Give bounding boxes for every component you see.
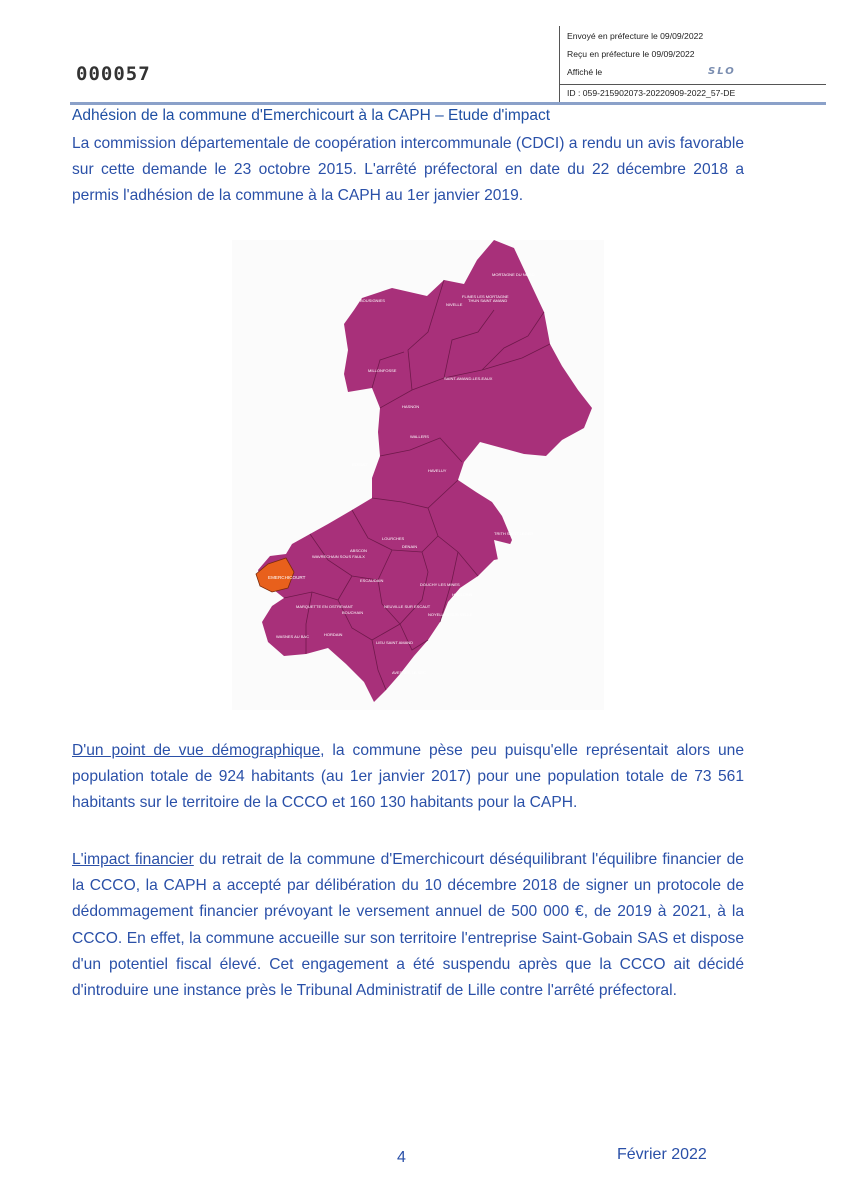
- commune-label: THUN SAINT AMAND: [468, 298, 508, 303]
- demographic-lead: D'un point de vue démographique: [72, 742, 321, 759]
- commune-label: HAVELUY: [428, 468, 447, 473]
- document-number: 000057: [76, 63, 151, 85]
- stamp-id: ID : 059-215902073-20220909-2022_57-DE: [560, 84, 826, 98]
- commune-label: WALLERS: [410, 434, 429, 439]
- paragraph-demographic: [72, 738, 744, 816]
- commune-label: HASNON: [402, 404, 420, 409]
- footer-date: Février 2022: [617, 1146, 707, 1163]
- commune-label: ABSCON: [350, 548, 367, 553]
- demographic-text: , la commune pèse peu puisqu'elle représentait alors une population totale de 924 habitants (au 1er janvier 2017) pour une population totale de 73 561 habitants sur le territoire de la CCCO et 160 130 habitants pour la CAPH.: [72, 742, 744, 811]
- financial-lead: L'impact financier: [72, 851, 194, 868]
- commune-label: TRITH SAINT LEGER: [494, 531, 534, 536]
- emerchicourt-label: EMERCHICOURT: [268, 575, 306, 580]
- prefecture-stamp: [559, 26, 826, 103]
- paragraph-cdci: [72, 131, 744, 209]
- commune-label: ESCAUDAIN: [360, 578, 384, 583]
- financial-text: du retrait de la commune d'Emerchicourt déséquilibrant l'équilibre financier de la CCCO, la CAPH a accepté par délibération du 10 décembre 2018 de signer un protocole de dédommagement financier prévoyant le versement annuel de 500 000 €, de 2019 à 2021, à la CCCO. En effet, la commune accueille sur son territoire l'entreprise Saint-Gobain SAS et dispose d'un potentiel fiscal élevé. Cet engagement a été suspendu après que la CCCO ait décidé d'introduire une instance près le Tribunal Administratif de Lille contre l'arrêté préfectoral.: [72, 851, 744, 1000]
- commune-label: BOUCHAIN: [342, 610, 364, 615]
- page-number: 4: [397, 1149, 406, 1166]
- commune-label: MARQUETTE EN OSTREVANT: [296, 604, 354, 609]
- commune-label: LIEU SAINT AMAND: [376, 640, 414, 645]
- paragraph-cdci-text: La commission départementale de coopération intercommunale (CDCI) a rendu un avis favorable sur cette demande le 23 octobre 2015. L'arrêté préfectoral en date du 22 décembre 2018 a permis l'adhésion de la commune à la CAPH au 1er janvier 2019.: [72, 135, 744, 204]
- commune-label: SAINT-AMAND-LES-EAUX: [444, 376, 493, 381]
- stamp-signature: SLO: [708, 66, 736, 77]
- commune-label: ROSULT: [352, 462, 368, 467]
- commune-label: MILLONFOSSE: [368, 368, 397, 373]
- commune-label: NEUVILLE SUR ESCAUT: [384, 604, 431, 609]
- commune-label: FLINES LES MORTAGNE: [462, 294, 509, 299]
- stamp-received: Reçu en préfecture le 09/09/2022: [567, 49, 695, 59]
- heading-rule: [70, 102, 826, 105]
- section-heading: Adhésion de la commune d'Emerchicourt à la CAPH – Etude d'impact: [72, 107, 551, 124]
- stamp-posted: Affiché le: [567, 67, 603, 77]
- territory-map-svg: [232, 240, 604, 710]
- paragraph-financial: [72, 847, 744, 1004]
- commune-label: NOYELLES SUR SELLE: [428, 612, 473, 617]
- commune-label: WASNES AU BAC: [276, 634, 309, 639]
- commune-label: AVESNES LE SEC: [392, 670, 426, 675]
- territory-map: [232, 240, 604, 710]
- commune-label: NIVELLE: [446, 302, 463, 307]
- commune-label: MORTAGNE DU NORD: [492, 272, 535, 277]
- commune-label: DENAIN: [402, 544, 418, 549]
- commune-label: LOURCHES: [382, 536, 405, 541]
- stamp-sent: Envoyé en préfecture le 09/09/2022: [567, 31, 704, 41]
- commune-label: HAULCHIN: [452, 592, 473, 597]
- commune-label: WAVRECHAIN SOUS FAULX: [312, 554, 365, 559]
- commune-label: DOUCHY LES MINES: [420, 582, 460, 587]
- commune-label: HORDAIN: [324, 632, 343, 637]
- commune-label: BOUSIGNIES: [360, 298, 385, 303]
